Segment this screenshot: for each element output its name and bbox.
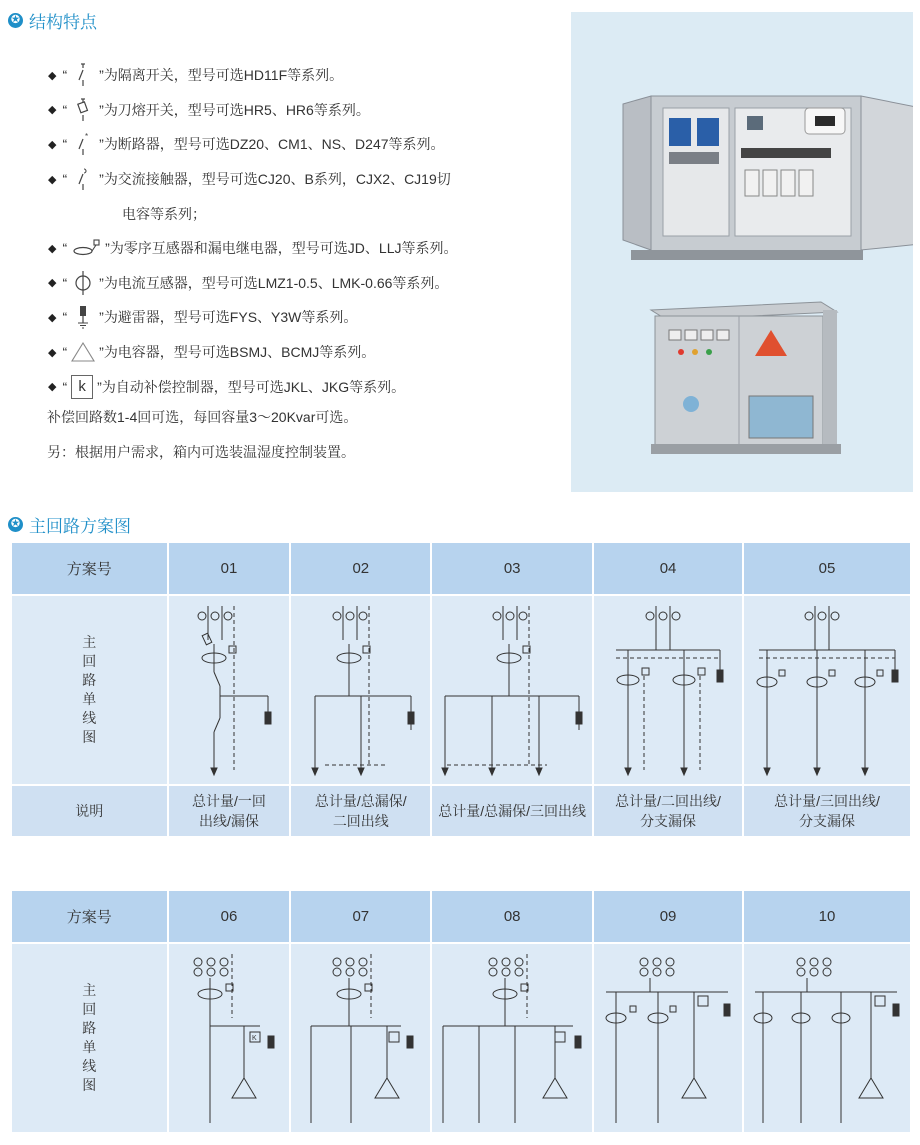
scheme-number: 04 bbox=[594, 543, 742, 594]
feature-text: 为避雷器，型号可选FYS、Y3W等系列。 bbox=[103, 309, 358, 326]
single-line-diagram-07 bbox=[291, 944, 430, 1132]
scheme-number-label: 方案号 bbox=[12, 891, 167, 942]
feature-item: ◆ “ k ” 为自动补偿控制器，型号可选JKL、JKG等系列。 bbox=[48, 369, 568, 404]
feature-item: ◆ “ ” 为零序互感器和漏电继电器，型号可选JD、LLJ等系列。 bbox=[48, 231, 568, 266]
single-line-diagram-02 bbox=[291, 596, 430, 784]
diagram-label: 主 回 路 单 线 图 bbox=[12, 596, 167, 784]
scheme-number-row bbox=[12, 891, 910, 942]
zero-sequence-ct-icon bbox=[69, 235, 103, 261]
scheme-number: 02 bbox=[291, 543, 430, 594]
scheme-number: 06 bbox=[169, 891, 290, 942]
star-icon: ✪ bbox=[8, 517, 23, 532]
section-title-text: 主回路方案图 bbox=[29, 516, 131, 536]
single-line-diagram-09 bbox=[594, 944, 742, 1132]
svg-text:*: * bbox=[85, 132, 89, 142]
description-label: 说明 bbox=[12, 786, 167, 836]
circuit-breaker-icon bbox=[69, 131, 97, 157]
scheme-number: 10 bbox=[744, 891, 910, 942]
scheme-table-1 bbox=[10, 541, 912, 838]
scheme-description: 总计量/总漏保/三回出线 bbox=[432, 786, 592, 836]
feature-item: ◆ “ ” 为刀熔开关，型号可选HR5、HR6等系列。 bbox=[48, 93, 568, 128]
section-title-features bbox=[8, 8, 97, 32]
single-line-diagram-04 bbox=[594, 596, 742, 784]
feature-text: 为电容器，型号可选BSMJ、BCMJ等系列。 bbox=[103, 344, 376, 361]
feature-text: 为断路器，型号可选DZ20、CM1、NS、D247等系列。 bbox=[103, 136, 445, 153]
current-transformer-icon bbox=[69, 270, 97, 296]
diamond-bullet-icon: ◆ bbox=[48, 381, 57, 394]
feature-item: ◆ “ * ” 为断路器，型号可选DZ20、CM1、NS、D247等系列。 bbox=[48, 127, 568, 162]
scheme-number: 07 bbox=[291, 891, 430, 942]
scheme-description: 总计量/二回出线/ 分支漏保 bbox=[594, 786, 742, 836]
controller-key-label: K bbox=[251, 1035, 257, 1042]
scheme-number: 03 bbox=[432, 543, 592, 594]
scheme-table-2 bbox=[10, 889, 912, 1134]
diamond-bullet-icon: ◆ bbox=[48, 104, 57, 117]
section-title-text: 结构特点 bbox=[29, 12, 97, 32]
feature-item: ◆ “ ” 为隔离开关，型号可选HD11F等系列。 bbox=[48, 58, 568, 93]
single-line-diagram-03 bbox=[432, 596, 592, 784]
diamond-bullet-icon: ◆ bbox=[48, 138, 57, 151]
open-cabinet-image bbox=[623, 96, 913, 260]
isolator-switch-icon bbox=[69, 62, 97, 88]
diamond-bullet-icon: ◆ bbox=[48, 277, 57, 290]
feature-list bbox=[48, 58, 568, 404]
scheme-number: 09 bbox=[594, 891, 742, 942]
star-icon: ✪ bbox=[8, 13, 23, 28]
diamond-bullet-icon: ◆ bbox=[48, 311, 57, 324]
feature-item: ◆ “ ” 为避雷器，型号可选FYS、Y3W等系列。 bbox=[48, 300, 568, 335]
feature-text: 为零序互感器和漏电继电器，型号可选JD、LLJ等系列。 bbox=[109, 240, 458, 257]
capacitor-icon bbox=[69, 339, 97, 365]
diamond-bullet-icon: ◆ bbox=[48, 346, 57, 359]
feature-item: ◆ “ ” 为电容器，型号可选BSMJ、BCMJ等系列。 bbox=[48, 335, 568, 370]
feature-text: 为电流互感器，型号可选LMZ1-0.5、LMK-0.66等系列。 bbox=[103, 274, 449, 291]
contactor-icon bbox=[69, 166, 97, 192]
scheme-description: 总计量/一回 出线/漏保 bbox=[169, 786, 290, 836]
feature-text: 为刀熔开关，型号可选HR5、HR6等系列。 bbox=[103, 101, 370, 118]
feature-text: 电容等系列； bbox=[122, 205, 206, 222]
section-title-main-circuit bbox=[8, 512, 131, 536]
diamond-bullet-icon: ◆ bbox=[48, 242, 57, 255]
diagram-label: 主 回 路 单 线 图 bbox=[12, 944, 167, 1132]
note-options: 另：根据用户需求，箱内可选装温湿度控制装置。 bbox=[47, 444, 355, 460]
diamond-bullet-icon: ◆ bbox=[48, 173, 57, 186]
scheme-description: 总计量/总漏保/ 二回出线 bbox=[291, 786, 430, 836]
feature-text: 为交流接触器，型号可选CJ20、B系列，CJX2、CJ19切 bbox=[103, 171, 451, 188]
scheme-description: 总计量/三回出线/ 分支漏保 bbox=[744, 786, 910, 836]
feature-text: 为自动补偿控制器，型号可选JKL、JKG等系列。 bbox=[101, 378, 406, 395]
feature-item: ◆ “ ” 为电流互感器，型号可选LMZ1-0.5、LMK-0.66等系列。 bbox=[48, 266, 568, 301]
diamond-bullet-icon: ◆ bbox=[48, 69, 57, 82]
scheme-number-row bbox=[12, 543, 910, 594]
scheme-number: 05 bbox=[744, 543, 910, 594]
feature-item-continued bbox=[48, 196, 568, 231]
single-line-diagram-01 bbox=[169, 596, 290, 784]
diagram-row bbox=[12, 944, 910, 1132]
scheme-number-label: 方案号 bbox=[12, 543, 167, 594]
surge-arrester-icon bbox=[69, 304, 97, 330]
single-line-diagram-08 bbox=[432, 944, 592, 1132]
fuse-switch-icon bbox=[69, 97, 97, 123]
scheme-number: 01 bbox=[169, 543, 290, 594]
feature-text: 为隔离开关，型号可选HD11F等系列。 bbox=[103, 67, 344, 84]
single-line-diagram-10 bbox=[744, 944, 910, 1132]
note-circuits: 补偿回路数1-4回可选，每回容量3～20Kvar可选。 bbox=[47, 409, 358, 425]
single-line-diagram-06 bbox=[169, 944, 290, 1132]
product-photo-panel bbox=[571, 12, 913, 492]
description-row bbox=[12, 786, 910, 836]
diagram-row bbox=[12, 596, 910, 784]
cabinet-photos bbox=[571, 12, 913, 492]
compensation-controller-icon: k bbox=[71, 375, 93, 399]
feature-item: ◆ “ ” 为交流接触器，型号可选CJ20、B系列，CJX2、CJ19切 bbox=[48, 162, 568, 197]
single-line-diagram-05 bbox=[744, 596, 910, 784]
closed-cabinet-image bbox=[651, 302, 841, 454]
scheme-number: 08 bbox=[432, 891, 592, 942]
